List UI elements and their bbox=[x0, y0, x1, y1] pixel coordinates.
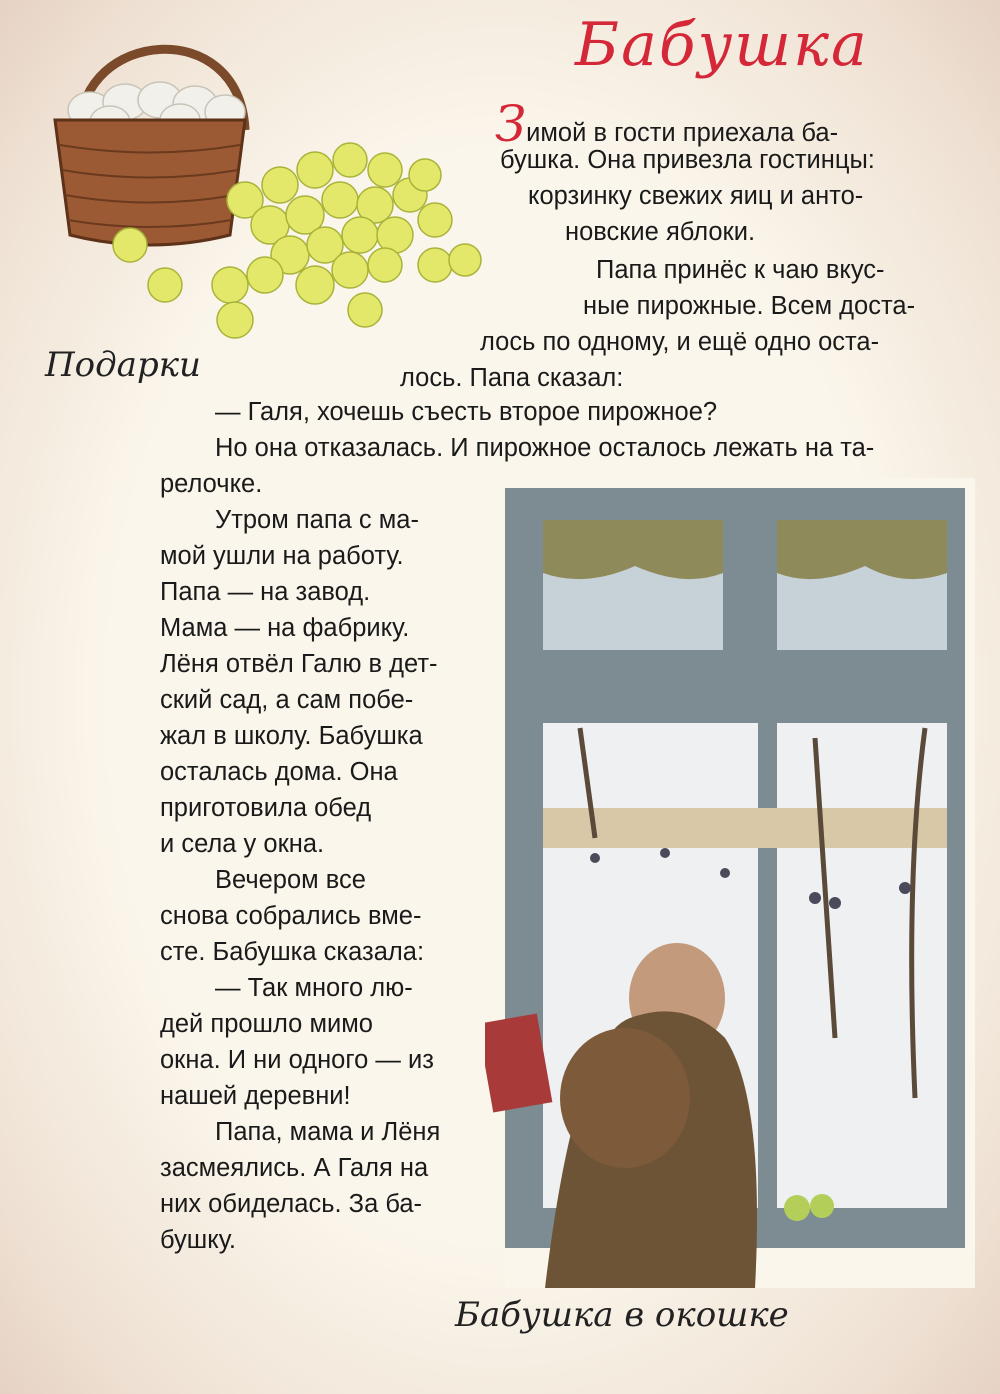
text-line-11: релочке. bbox=[160, 470, 263, 498]
text-segment: имой в гости приехала ба- bbox=[526, 119, 839, 147]
text-line-28: нашей деревни! bbox=[160, 1082, 351, 1110]
text-line-5: Папа принёс к чаю вкус- bbox=[596, 256, 885, 284]
text-line-31: них обиделась. За ба- bbox=[160, 1190, 423, 1218]
text-line-19: осталась дома. Она bbox=[160, 758, 398, 786]
text-line-3: корзинку свежих яиц и анто- bbox=[528, 182, 864, 210]
text-line-7: лось по одному, и ещё одно оста- bbox=[480, 328, 880, 356]
text-line-9: — Галя, хочешь съесть второе пирожное? bbox=[215, 398, 718, 426]
text-line-27: окна. И ни одного — из bbox=[160, 1046, 434, 1074]
text-line-2: бушка. Она привезла гостинцы: bbox=[500, 146, 875, 174]
caption-gifts: Подарки bbox=[45, 345, 201, 385]
text-line-25: — Так много лю- bbox=[215, 974, 413, 1002]
text-line-12: Утром папа с ма- bbox=[215, 506, 419, 534]
text-line-18: жал в школу. Бабушка bbox=[160, 722, 423, 750]
caption-window: Бабушка в окошке bbox=[455, 1295, 789, 1335]
text-line-8: лось. Папа сказал: bbox=[400, 364, 624, 392]
text-line-29: Папа, мама и Лёня bbox=[215, 1118, 441, 1146]
text-line-20: приготовила обед bbox=[160, 794, 372, 822]
text-line-26: дей прошло мимо bbox=[160, 1010, 373, 1038]
page-title: Бабушка bbox=[575, 10, 869, 80]
text-line-24: сте. Бабушка сказала: bbox=[160, 938, 425, 966]
text-line-23: снова собрались вме- bbox=[160, 902, 422, 930]
text-line-16: Лёня отвёл Галю в дет- bbox=[160, 650, 438, 678]
text-line-21: и села у окна. bbox=[160, 830, 325, 858]
text-line-14: Папа — на завод. bbox=[160, 578, 371, 606]
basket-apples-illustration bbox=[40, 20, 510, 340]
text-line-32: бушку. bbox=[160, 1226, 236, 1254]
window-illustration bbox=[485, 478, 980, 1288]
drop-cap: З bbox=[495, 95, 527, 153]
text-line-30: засмеялись. А Галя на bbox=[160, 1154, 429, 1182]
text-line-6: ные пирожные. Всем доста- bbox=[583, 292, 916, 320]
text-line-22: Вечером все bbox=[215, 866, 366, 894]
text-line-13: мой ушли на работу. bbox=[160, 542, 404, 570]
text-line-4: новские яблоки. bbox=[565, 218, 756, 246]
text-line-17: ский сад, а сам побе- bbox=[160, 686, 414, 714]
text-line-15: Мама — на фабрику. bbox=[160, 614, 410, 642]
text-line-10: Но она отказалась. И пирожное осталось лежать на та- bbox=[215, 434, 875, 462]
